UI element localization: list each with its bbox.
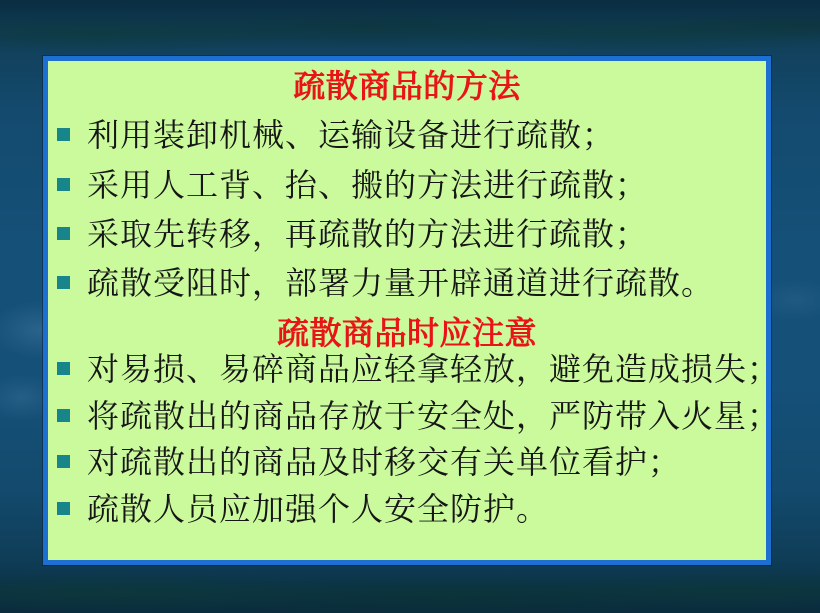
- bullet-text: 采用人工背、抬、搬的方法进行疏散；: [87, 167, 649, 203]
- bullet-text: 疏散受阻时，部署力量开辟通道进行疏散。: [87, 265, 715, 301]
- list-item: [57, 266, 760, 300]
- bullet-text: 疏散人员应加强个人安全防护。: [87, 491, 550, 527]
- bullet-square-icon: [57, 502, 70, 515]
- bullet-square-icon: [57, 276, 70, 289]
- bullet-text: 将疏散出的商品存放于安全处，严防带入火星；: [87, 398, 781, 434]
- bullet-square-icon: [57, 227, 70, 240]
- list-item: [57, 168, 760, 202]
- bullet-text: 对疏散出的商品及时移交有关单位看护；: [87, 444, 682, 480]
- bullet-text: 对易损、易碎商品应轻拿轻放，避免造成损失；: [87, 351, 781, 387]
- list-item: [57, 118, 760, 152]
- bullet-square-icon: [57, 128, 70, 141]
- section-title-evacuation-precautions: 疏散商品时应注意: [276, 315, 537, 351]
- bullet-square-icon: [57, 178, 70, 191]
- bullet-square-icon: [57, 362, 70, 375]
- list-item: [57, 351, 781, 387]
- list-item: [57, 492, 760, 526]
- list-item: [57, 217, 760, 251]
- section-title-evacuation-methods: 疏散商品的方法: [293, 68, 521, 104]
- bullet-square-icon: [57, 455, 70, 468]
- bullet-text: 利用装卸机械、运输设备进行疏散；: [87, 117, 616, 153]
- content-box: [43, 56, 781, 565]
- list-item: [57, 445, 760, 479]
- bullet-square-icon: [57, 409, 70, 422]
- bullet-text: 采取先转移，再疏散的方法进行疏散；: [87, 216, 649, 252]
- list-item: [57, 398, 781, 434]
